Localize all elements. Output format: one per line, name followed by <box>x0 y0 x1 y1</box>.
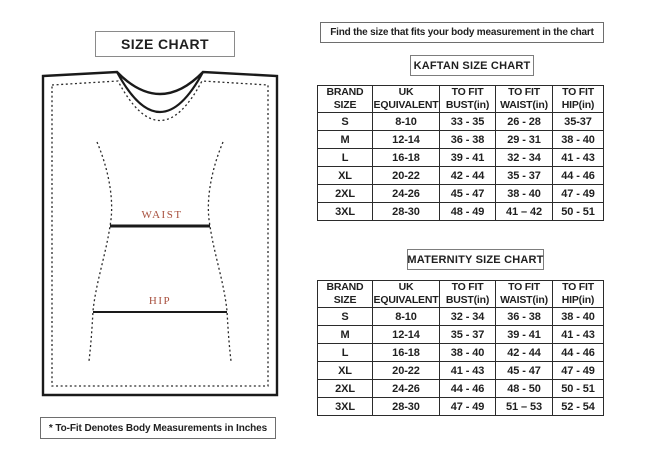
instruction-text: Find the size that fits your body measurement in the chart <box>330 27 594 38</box>
table-cell: 38 - 40 <box>553 131 604 149</box>
maternity-chart-title-box <box>407 249 544 270</box>
table-cell: 28-30 <box>373 203 440 221</box>
table-cell: 39 - 41 <box>496 326 553 344</box>
table-row <box>318 149 604 167</box>
table-cell: 38 - 40 <box>496 185 553 203</box>
table-cell: 44 - 46 <box>553 344 604 362</box>
table-cell: 16-18 <box>373 344 440 362</box>
column-header: BRAND SIZE <box>318 281 373 308</box>
table-cell: S <box>318 113 373 131</box>
table-cell: 41 – 42 <box>496 203 553 221</box>
page-title: SIZE CHART <box>121 36 209 52</box>
header-row <box>318 281 604 308</box>
garment-outline <box>43 72 277 395</box>
table-cell: 47 - 49 <box>553 362 604 380</box>
table-row <box>318 131 604 149</box>
table-cell: 38 - 40 <box>440 344 496 362</box>
table-cell: 16-18 <box>373 149 440 167</box>
table-cell: 12-14 <box>373 131 440 149</box>
table-row <box>318 326 604 344</box>
table-cell: 3XL <box>318 203 373 221</box>
table-cell: 33 - 35 <box>440 113 496 131</box>
table-cell: M <box>318 326 373 344</box>
table-cell: 3XL <box>318 398 373 416</box>
table-cell: 50 - 51 <box>553 380 604 398</box>
table-cell: XL <box>318 167 373 185</box>
column-header: UK EQUIVALENT <box>373 86 439 112</box>
table-cell: 29 - 31 <box>496 131 553 149</box>
table-cell: S <box>318 308 373 326</box>
hip-label: HIP <box>148 295 172 307</box>
table-cell: 8-10 <box>373 308 440 326</box>
table-row <box>318 344 604 362</box>
maternity-chart-title: MATERNITY SIZE CHART <box>407 253 544 266</box>
front-neckline-curve <box>117 72 203 112</box>
waist-label: WAIST <box>141 209 183 221</box>
table-cell: 20-22 <box>373 362 440 380</box>
table-row <box>318 185 604 203</box>
table-cell: 36 - 38 <box>440 131 496 149</box>
kaftan-size-table <box>317 85 604 221</box>
table-cell: XL <box>318 362 373 380</box>
table-cell: 39 - 41 <box>440 149 496 167</box>
table-cell: 35-37 <box>553 113 604 131</box>
table-cell: 41 - 43 <box>553 326 604 344</box>
table-cell: 24-26 <box>373 185 440 203</box>
table-cell: 36 - 38 <box>496 308 553 326</box>
column-header: UK EQUIVALENT <box>373 281 439 307</box>
body-silhouette-left-line <box>89 142 112 361</box>
maternity-size-table <box>317 280 604 416</box>
table-cell: 41 - 43 <box>440 362 496 380</box>
table-cell: 42 - 44 <box>496 344 553 362</box>
column-header: TO FIT HIP(in) <box>553 86 604 113</box>
footnote-box <box>40 417 276 439</box>
table-cell: 32 - 34 <box>440 308 496 326</box>
body-silhouette-right-line <box>208 142 231 361</box>
table-cell: 47 - 49 <box>553 185 604 203</box>
table-cell: 26 - 28 <box>496 113 553 131</box>
footnote-text: * To-Fit Denotes Body Measurements in Inches <box>48 422 268 434</box>
table-cell: 44 - 46 <box>440 380 496 398</box>
table-cell: 50 - 51 <box>553 203 604 221</box>
table-row <box>318 308 604 326</box>
column-header: TO FIT WAIST(in) <box>496 86 553 113</box>
page-title-box <box>95 31 235 57</box>
column-header: TO FIT HIP(in) <box>553 281 604 308</box>
table-row <box>318 362 604 380</box>
table-cell: 41 - 43 <box>553 149 604 167</box>
table-cell: M <box>318 131 373 149</box>
table-cell: L <box>318 344 373 362</box>
instruction-box <box>320 22 604 43</box>
column-header: BRAND SIZE <box>318 86 373 113</box>
table-row <box>318 113 604 131</box>
table-cell: 48 - 50 <box>496 380 553 398</box>
table-cell: 20-22 <box>373 167 440 185</box>
table-cell: 48 - 49 <box>440 203 496 221</box>
table-cell: 28-30 <box>373 398 440 416</box>
kaftan-chart-title-box <box>410 55 534 76</box>
table-cell: 47 - 49 <box>440 398 496 416</box>
table-cell: 44 - 46 <box>553 167 604 185</box>
table-cell: 42 - 44 <box>440 167 496 185</box>
column-header: TO FIT BUST(in) <box>440 281 496 308</box>
table-cell: 12-14 <box>373 326 440 344</box>
table-row <box>318 167 604 185</box>
table-cell: 2XL <box>318 380 373 398</box>
table-cell: 52 - 54 <box>553 398 604 416</box>
table-cell: 45 - 47 <box>440 185 496 203</box>
header-row <box>318 86 604 113</box>
table-cell: L <box>318 149 373 167</box>
table-cell: 24-26 <box>373 380 440 398</box>
kaftan-chart-title: KAFTAN SIZE CHART <box>413 59 531 72</box>
column-header: TO FIT WAIST(in) <box>496 281 553 308</box>
table-cell: 35 - 37 <box>496 167 553 185</box>
table-row <box>318 203 604 221</box>
kaftan-garment-diagram <box>40 66 280 400</box>
dotted-seam-outline <box>52 81 268 386</box>
table-cell: 51 – 53 <box>496 398 553 416</box>
table-cell: 38 - 40 <box>553 308 604 326</box>
table-cell: 45 - 47 <box>496 362 553 380</box>
column-header: TO FIT BUST(in) <box>440 86 496 113</box>
table-row <box>318 380 604 398</box>
table-cell: 32 - 34 <box>496 149 553 167</box>
table-cell: 2XL <box>318 185 373 203</box>
table-cell: 8-10 <box>373 113 440 131</box>
table-cell: 35 - 37 <box>440 326 496 344</box>
table-row <box>318 398 604 416</box>
